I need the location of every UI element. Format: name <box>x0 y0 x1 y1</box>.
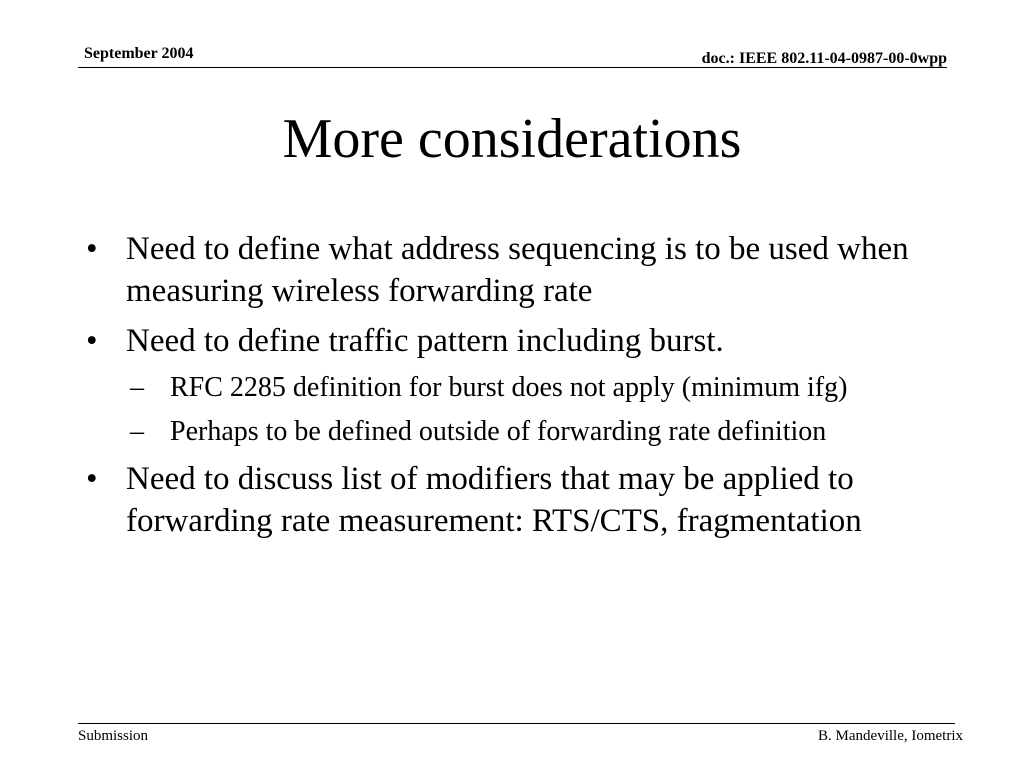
footer-divider <box>78 723 955 724</box>
slide-body <box>84 228 914 550</box>
bullet-item <box>84 458 914 542</box>
sub-bullet-marker: – <box>130 372 144 403</box>
bullet-text: Need to define traffic pattern including burst. <box>126 323 724 359</box>
sub-bullet-text: RFC 2285 definition for burst does not apply (minimum ifg) <box>170 372 848 403</box>
footer-author: B. Mandeville, Iometrix <box>818 728 963 744</box>
sub-bullet-item <box>130 370 914 406</box>
bullet-text: Need to define what address sequencing is to be used when measuring wireless forwarding rate <box>126 231 909 309</box>
header-doc-id: doc.: IEEE 802.11-04-0987-00-0wpp <box>701 50 947 67</box>
header-divider <box>78 67 947 68</box>
sub-bullet-item <box>130 414 914 450</box>
header-date: September 2004 <box>84 45 194 62</box>
footer-submission: Submission <box>78 728 149 744</box>
slide-title: More considerations <box>282 108 742 170</box>
bullet-text: Need to discuss list of modifiers that may be applied to forwarding rate measurement: RTS/CTS, fragmentation <box>126 461 862 539</box>
bullet-item <box>84 320 914 362</box>
bullet-item <box>84 228 914 312</box>
sub-bullet-text: Perhaps to be defined outside of forwarding rate definition <box>170 416 827 447</box>
bullet-marker: • <box>86 323 98 359</box>
bullet-marker: • <box>86 231 98 267</box>
bullet-marker: • <box>86 461 98 497</box>
sub-bullet-marker: – <box>130 416 144 447</box>
